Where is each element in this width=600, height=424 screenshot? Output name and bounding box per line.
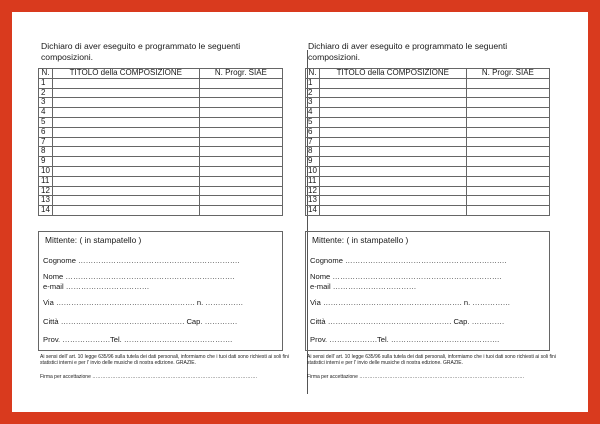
siae-cell[interactable] [466, 98, 549, 108]
email-field[interactable]: e-mail …………………………… [43, 282, 150, 291]
email-field[interactable]: e-mail …………………………… [310, 282, 417, 291]
title-cell[interactable] [319, 137, 466, 147]
header-siae: N. Progr. SIAE [466, 69, 549, 79]
title-cell[interactable] [52, 176, 199, 186]
siae-cell[interactable] [199, 147, 282, 157]
siae-cell[interactable] [199, 166, 282, 176]
form-panel-right [305, 12, 555, 412]
row-number: 10 [306, 166, 320, 176]
table-row [39, 127, 283, 137]
row-number: 2 [306, 88, 320, 98]
siae-cell[interactable] [199, 196, 282, 206]
nome-field[interactable]: Nome …………………………………………………………. [43, 272, 235, 281]
table-row [306, 108, 550, 118]
sender-box [305, 231, 550, 351]
title-cell[interactable] [319, 196, 466, 206]
table-row [306, 117, 550, 127]
siae-cell[interactable] [466, 196, 549, 206]
nome-field[interactable]: Nome …………………………………………………………. [310, 272, 502, 281]
table-body [306, 78, 550, 215]
cognome-field[interactable]: Cognome ………………………………………………………. [43, 256, 240, 265]
sender-title: Mittente: ( in stampatello ) [45, 235, 142, 245]
table-row [39, 147, 283, 157]
table-row [39, 88, 283, 98]
header-title: TITOLO della COMPOSIZIONE [319, 69, 466, 79]
header-number: N. [306, 69, 320, 79]
row-number: 10 [39, 166, 53, 176]
table-row [306, 176, 550, 186]
table-row [39, 78, 283, 88]
siae-cell[interactable] [199, 98, 282, 108]
cognome-field[interactable]: Cognome ………………………………………………………. [310, 256, 507, 265]
header-siae: N. Progr. SIAE [199, 69, 282, 79]
siae-cell[interactable] [199, 206, 282, 216]
sender-box [38, 231, 283, 351]
prov-field[interactable]: Prov. ……………….Tel. ……………………………………. [310, 335, 500, 344]
siae-cell[interactable] [466, 127, 549, 137]
siae-cell[interactable] [199, 176, 282, 186]
table-row [306, 127, 550, 137]
title-cell[interactable] [319, 78, 466, 88]
row-number: 9 [306, 157, 320, 167]
siae-cell[interactable] [466, 78, 549, 88]
title-cell[interactable] [52, 206, 199, 216]
siae-cell[interactable] [466, 176, 549, 186]
table-row [306, 88, 550, 98]
table-row [306, 186, 550, 196]
row-number: 8 [306, 147, 320, 157]
siae-cell[interactable] [466, 157, 549, 167]
table-row [306, 147, 550, 157]
row-number: 1 [39, 78, 53, 88]
siae-cell[interactable] [199, 88, 282, 98]
siae-cell[interactable] [199, 157, 282, 167]
siae-cell[interactable] [466, 186, 549, 196]
title-cell[interactable] [319, 186, 466, 196]
table-row [306, 166, 550, 176]
table-row [39, 176, 283, 186]
title-cell[interactable] [319, 108, 466, 118]
header-number: N. [39, 69, 53, 79]
siae-cell[interactable] [199, 186, 282, 196]
form-panel-left [38, 12, 288, 412]
composition-table [38, 68, 283, 216]
title-cell[interactable] [52, 108, 199, 118]
title-cell[interactable] [52, 186, 199, 196]
title-cell[interactable] [52, 196, 199, 206]
row-number: 3 [39, 98, 53, 108]
title-cell[interactable] [319, 127, 466, 137]
row-number: 8 [39, 147, 53, 157]
title-cell[interactable] [319, 147, 466, 157]
row-number: 5 [306, 117, 320, 127]
row-number: 5 [39, 117, 53, 127]
table-row [39, 137, 283, 147]
row-number: 4 [39, 108, 53, 118]
privacy-notice: Ai sensi dell' art. 10 legge 635/96 sulla tutela dei dati personali, informiamo che i tuoi dati sono richiesti ai soli fini statistici interni e per l' invio delle musiche di nostra edizione. GRAZIE. [40, 354, 289, 367]
row-number: 13 [39, 196, 53, 206]
siae-cell[interactable] [466, 108, 549, 118]
row-number: 2 [39, 88, 53, 98]
signature-line[interactable]: Firma per accettazione ……………………………………………………………………………………… [40, 374, 258, 380]
row-number: 11 [39, 176, 53, 186]
title-cell[interactable] [319, 166, 466, 176]
intro-text: Dichiaro di aver eseguito e programmato le seguenti composizioni. [308, 41, 508, 62]
row-number: 6 [39, 127, 53, 137]
title-cell[interactable] [319, 117, 466, 127]
siae-cell[interactable] [466, 147, 549, 157]
title-cell[interactable] [52, 127, 199, 137]
siae-cell[interactable] [199, 78, 282, 88]
row-number: 4 [306, 108, 320, 118]
row-number: 12 [306, 186, 320, 196]
title-cell[interactable] [52, 157, 199, 167]
title-cell[interactable] [52, 98, 199, 108]
signature-line[interactable]: Firma per accettazione ……………………………………………………………………………………… [307, 374, 525, 380]
via-field[interactable]: Via ………………………………………………. n. …………… [310, 298, 511, 307]
siae-cell[interactable] [466, 166, 549, 176]
title-cell[interactable] [319, 157, 466, 167]
row-number: 11 [306, 176, 320, 186]
siae-cell[interactable] [466, 206, 549, 216]
form-sheet [12, 12, 588, 412]
citta-field[interactable]: Città …………………………………………. Cap. …………. [43, 317, 238, 326]
table-row [306, 196, 550, 206]
siae-cell[interactable] [199, 108, 282, 118]
siae-cell[interactable] [199, 137, 282, 147]
privacy-notice: Ai sensi dell' art. 10 legge 635/96 sulla tutela dei dati personali, informiamo che i tuoi dati sono richiesti ai soli fini statistici interni e per l' invio delle musiche di nostra edizione. GRAZIE. [307, 354, 556, 367]
siae-cell[interactable] [466, 88, 549, 98]
via-field[interactable]: Via ………………………………………………. n. …………… [43, 298, 244, 307]
table-row [39, 108, 283, 118]
row-number: 9 [39, 157, 53, 167]
row-number: 3 [306, 98, 320, 108]
title-cell[interactable] [319, 176, 466, 186]
siae-cell[interactable] [199, 117, 282, 127]
table-row [39, 206, 283, 216]
intro-text: Dichiaro di aver eseguito e programmato le seguenti composizioni. [41, 41, 241, 62]
title-cell[interactable] [52, 147, 199, 157]
siae-cell[interactable] [466, 137, 549, 147]
table-row [306, 78, 550, 88]
row-number: 7 [306, 137, 320, 147]
table-body [39, 78, 283, 215]
title-cell[interactable] [319, 206, 466, 216]
row-number: 1 [306, 78, 320, 88]
table-row [39, 186, 283, 196]
table-row [39, 157, 283, 167]
composition-table [305, 68, 550, 216]
table-row [39, 117, 283, 127]
title-cell[interactable] [319, 98, 466, 108]
table-row [306, 137, 550, 147]
row-number: 14 [306, 206, 320, 216]
title-cell[interactable] [319, 88, 466, 98]
row-number: 14 [39, 206, 53, 216]
header-title: TITOLO della COMPOSIZIONE [52, 69, 199, 79]
prov-field[interactable]: Prov. ……………….Tel. ……………………………………. [43, 335, 233, 344]
table-row [39, 98, 283, 108]
table-row [39, 196, 283, 206]
title-cell[interactable] [52, 78, 199, 88]
sender-title: Mittente: ( in stampatello ) [312, 235, 409, 245]
title-cell[interactable] [52, 88, 199, 98]
siae-cell[interactable] [199, 127, 282, 137]
citta-field[interactable]: Città …………………………………………. Cap. …………. [310, 317, 505, 326]
row-number: 13 [306, 196, 320, 206]
table-row [306, 206, 550, 216]
table-row [306, 157, 550, 167]
title-cell[interactable] [52, 117, 199, 127]
title-cell[interactable] [52, 166, 199, 176]
row-number: 7 [39, 137, 53, 147]
row-number: 6 [306, 127, 320, 137]
row-number: 12 [39, 186, 53, 196]
table-row [39, 166, 283, 176]
table-row [306, 98, 550, 108]
title-cell[interactable] [52, 137, 199, 147]
siae-cell[interactable] [466, 117, 549, 127]
